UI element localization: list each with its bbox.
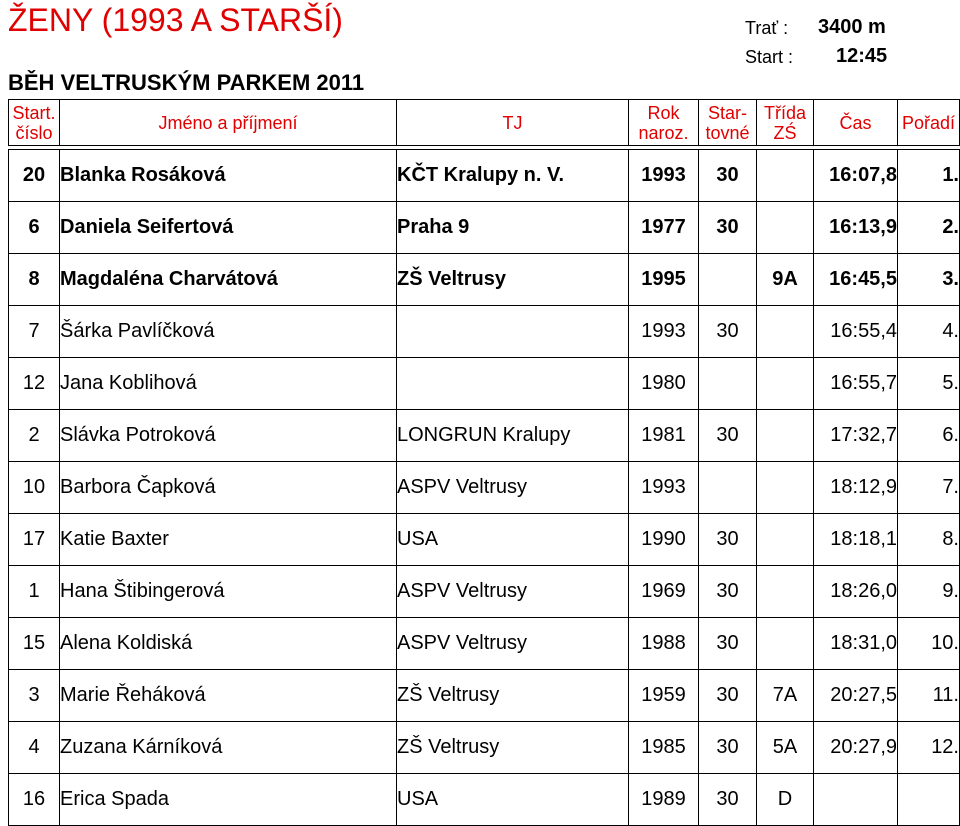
club-cell: LONGRUN Kralupy	[397, 410, 629, 462]
col-header-start-fee-line1: Star-	[707, 102, 747, 123]
start-fee-cell	[699, 462, 757, 514]
col-header-start-fee	[699, 100, 757, 146]
rank-cell: 9.	[898, 566, 960, 618]
birth-year-cell: 1969	[629, 566, 699, 618]
start-time-label: Start :	[745, 47, 794, 67]
name-cell: Marie Řeháková	[60, 670, 397, 722]
name-cell: Šárka Pavlíčková	[60, 306, 397, 358]
start-fee-cell: 30	[699, 670, 757, 722]
page-title: ŽENY (1993 A STARŠÍ)	[8, 2, 343, 38]
start-fee-cell: 30	[699, 618, 757, 670]
club-cell	[397, 306, 629, 358]
rank-cell: 1.	[898, 150, 960, 202]
rank-cell: 12.	[898, 722, 960, 774]
club-cell: ASPV Veltrusy	[397, 566, 629, 618]
result-row	[9, 566, 960, 618]
school-class-cell	[757, 358, 814, 410]
club-cell: KČT Kralupy n. V.	[397, 150, 629, 202]
start-number-cell: 16	[9, 774, 60, 826]
club-cell: ASPV Veltrusy	[397, 462, 629, 514]
start-number-cell: 15	[9, 618, 60, 670]
name-cell: Blanka Rosáková	[60, 150, 397, 202]
col-header-birth-year	[629, 100, 699, 146]
birth-year-cell: 1977	[629, 202, 699, 254]
name-cell: Zuzana Kárníková	[60, 722, 397, 774]
start-number-cell: 2	[9, 410, 60, 462]
start-time-value: 12:45	[836, 45, 888, 67]
start-fee-cell: 30	[699, 306, 757, 358]
school-class-cell: 7A	[757, 670, 814, 722]
time-cell: 16:13,9	[814, 202, 898, 254]
col-header-school-class	[757, 100, 814, 146]
school-class-cell	[757, 566, 814, 618]
rank-cell: 2.	[898, 202, 960, 254]
track-value: 3400 m	[818, 16, 886, 38]
col-header-rank: Pořadí	[898, 100, 960, 146]
time-cell: 16:55,4	[814, 306, 898, 358]
name-cell: Alena Koldiská	[60, 618, 397, 670]
start-number-cell: 6	[9, 202, 60, 254]
rank-cell: 11.	[898, 670, 960, 722]
birth-year-cell: 1988	[629, 618, 699, 670]
start-number-cell: 17	[9, 514, 60, 566]
name-cell: Katie Baxter	[60, 514, 397, 566]
col-header-club: TJ	[397, 100, 629, 146]
result-row	[9, 358, 960, 410]
time-cell: 16:55,7	[814, 358, 898, 410]
result-row	[9, 410, 960, 462]
club-cell: ZŠ Veltrusy	[397, 722, 629, 774]
result-row	[9, 514, 960, 566]
result-row	[9, 306, 960, 358]
school-class-cell	[757, 306, 814, 358]
results-header-row	[9, 100, 960, 146]
name-cell: Magdaléna Charvátová	[60, 254, 397, 306]
school-class-cell	[757, 462, 814, 514]
birth-year-cell: 1990	[629, 514, 699, 566]
col-header-birth-year-line2: naroz.	[638, 122, 689, 143]
school-class-cell: 9A	[757, 254, 814, 306]
birth-year-cell: 1995	[629, 254, 699, 306]
name-cell: Erica Spada	[60, 774, 397, 826]
start-number-cell: 4	[9, 722, 60, 774]
school-class-cell	[757, 202, 814, 254]
time-cell: 17:32,7	[814, 410, 898, 462]
result-row	[9, 618, 960, 670]
col-header-start-number-line2: číslo	[15, 122, 53, 143]
result-row	[9, 202, 960, 254]
rank-cell: 5.	[898, 358, 960, 410]
birth-year-cell: 1980	[629, 358, 699, 410]
result-row	[9, 150, 960, 202]
result-row	[9, 462, 960, 514]
club-cell	[397, 358, 629, 410]
time-cell: 20:27,5	[814, 670, 898, 722]
name-cell: Jana Koblihová	[60, 358, 397, 410]
time-cell: 20:27,9	[814, 722, 898, 774]
club-cell: ASPV Veltrusy	[397, 618, 629, 670]
school-class-cell	[757, 410, 814, 462]
school-class-cell	[757, 150, 814, 202]
time-cell: 18:18,1	[814, 514, 898, 566]
birth-year-cell: 1959	[629, 670, 699, 722]
rank-cell: 6.	[898, 410, 960, 462]
event-subtitle: BĚH VELTRUSKÝM PARKEM 2011	[8, 70, 365, 95]
start-number-cell: 8	[9, 254, 60, 306]
school-class-cell: D	[757, 774, 814, 826]
name-cell: Barbora Čapková	[60, 462, 397, 514]
birth-year-cell: 1981	[629, 410, 699, 462]
club-cell: ZŠ Veltrusy	[397, 670, 629, 722]
birth-year-cell: 1993	[629, 462, 699, 514]
rank-cell: 10.	[898, 618, 960, 670]
start-number-cell: 7	[9, 306, 60, 358]
col-header-school-class-line1: Třída	[763, 102, 806, 123]
col-header-start-number	[9, 100, 60, 146]
col-header-time: Čas	[814, 100, 898, 146]
name-cell: Daniela Seifertová	[60, 202, 397, 254]
birth-year-cell: 1993	[629, 150, 699, 202]
track-label: Trať :	[745, 18, 789, 38]
start-fee-cell	[699, 358, 757, 410]
name-cell: Hana Štibingerová	[60, 566, 397, 618]
rank-cell: 8.	[898, 514, 960, 566]
rank-cell	[898, 774, 960, 826]
time-cell: 18:12,9	[814, 462, 898, 514]
birth-year-cell: 1993	[629, 306, 699, 358]
result-row	[9, 670, 960, 722]
club-cell: USA	[397, 774, 629, 826]
time-cell: 16:45,5	[814, 254, 898, 306]
rank-cell: 4.	[898, 306, 960, 358]
results-body	[9, 150, 960, 826]
start-fee-cell: 30	[699, 202, 757, 254]
club-cell: ZŠ Veltrusy	[397, 254, 629, 306]
results-table	[8, 99, 960, 826]
col-header-start-number-line1: Start.	[12, 102, 56, 123]
result-row	[9, 722, 960, 774]
start-fee-cell: 30	[699, 150, 757, 202]
time-cell: 18:26,0	[814, 566, 898, 618]
start-fee-cell	[699, 254, 757, 306]
result-row	[9, 254, 960, 306]
start-fee-cell: 30	[699, 722, 757, 774]
start-fee-cell: 30	[699, 410, 757, 462]
start-fee-cell: 30	[699, 514, 757, 566]
start-number-cell: 12	[9, 358, 60, 410]
col-header-start-fee-line2: tovné	[705, 122, 750, 143]
birth-year-cell: 1989	[629, 774, 699, 826]
time-cell	[814, 774, 898, 826]
club-cell: Praha 9	[397, 202, 629, 254]
start-number-cell: 20	[9, 150, 60, 202]
time-cell: 16:07,8	[814, 150, 898, 202]
birth-year-cell: 1985	[629, 722, 699, 774]
start-fee-cell: 30	[699, 774, 757, 826]
start-fee-cell: 30	[699, 566, 757, 618]
start-number-cell: 3	[9, 670, 60, 722]
start-number-cell: 10	[9, 462, 60, 514]
club-cell: USA	[397, 514, 629, 566]
school-class-cell	[757, 514, 814, 566]
col-header-birth-year-line1: Rok	[647, 102, 680, 123]
start-number-cell: 1	[9, 566, 60, 618]
rank-cell: 3.	[898, 254, 960, 306]
time-cell: 18:31,0	[814, 618, 898, 670]
result-row	[9, 774, 960, 826]
col-header-name: Jméno a příjmení	[60, 100, 397, 146]
name-cell: Slávka Potroková	[60, 410, 397, 462]
school-class-cell: 5A	[757, 722, 814, 774]
school-class-cell	[757, 618, 814, 670]
col-header-school-class-line2: ZŚ	[773, 122, 797, 143]
rank-cell: 7.	[898, 462, 960, 514]
